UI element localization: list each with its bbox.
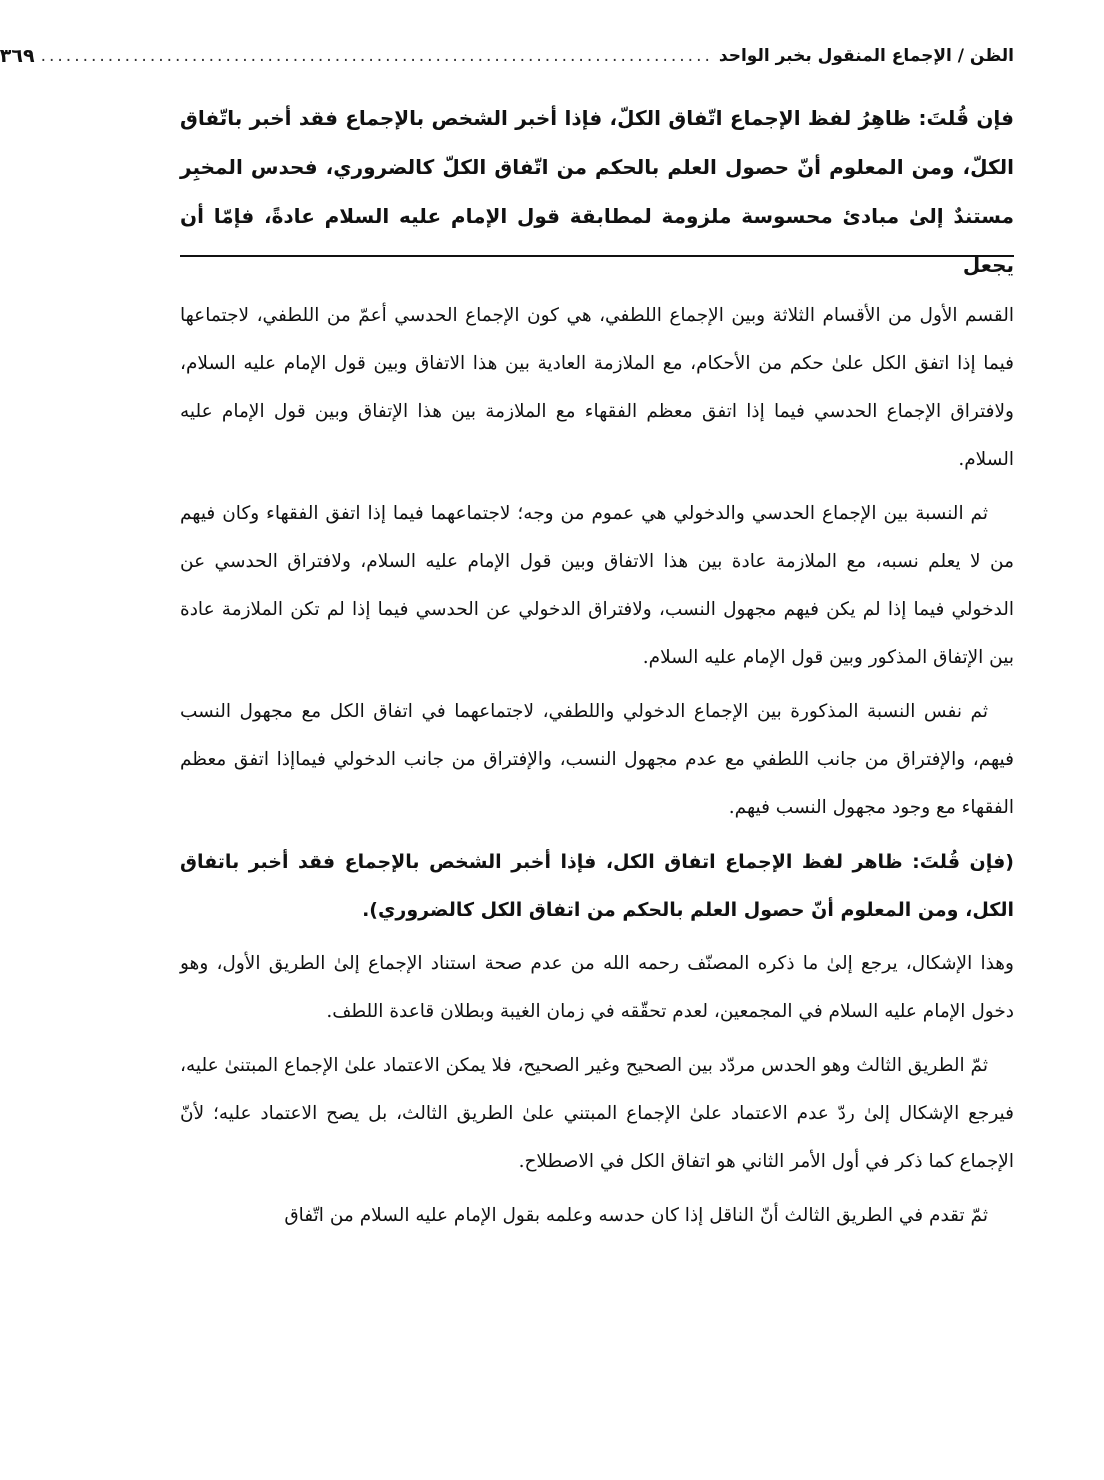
commentary-paragraph-4: وهذا الإشكال، يرجع إلىٰ ما ذكره المصنّف رحمه الله من عدم صحة استناد الإجماع إلىٰ الطريق الأول، وهو دخول الإمام عليه السلام في المجمعين، لعدم تحقّقه في زمان الغيبة وبطلان قاعدة اللطف. bbox=[180, 953, 1014, 1022]
main-text-block: فإن قُلتَ: ظاهِرُ لفظ الإجماع اتّفاق الكلّ، فإذا أخبر الشخص بالإجماع فقد أخبر باتّفاق الكلّ، ومن المعلوم أنّ حصول العلم بالحكم من اتّفاق الكلّ كالضروري، فحدس المخبِر مستندٌ إلىٰ مبادئ محسوسة ملزومة لمطابقة قول الإمام عليه السلام عادةً، فإمّا أن يجعل bbox=[180, 106, 1014, 277]
commentary-block bbox=[180, 292, 1014, 1246]
commentary-paragraph-6: ثمّ تقدم في الطريق الثالث أنّ الناقل إذا كان حدسه وعلمه بقول الإمام عليه السلام من اتّفاق bbox=[284, 1205, 988, 1226]
commentary-paragraph-5: ثمّ الطريق الثالث وهو الحدس مردّد بين الصحيح وغير الصحيح، فلا يمكن الاعتماد علىٰ الإجماع المبتنىٰ عليه، فيرجع الإشكال إلىٰ ردّ عدم الاعتماد علىٰ الإجماع المبتني علىٰ الطريق الثالث، بل يصح الاعتماد عليه؛ لأنّ الإجماع كما ذكر في أول الأمر الثاني هو اتفاق الكل في الاصطلاح. bbox=[180, 1055, 1014, 1172]
commentary-paragraph-1: القسم الأول من الأقسام الثلاثة وبين الإجماع اللطفي، هي كون الإجماع الحدسي أعمّ من اللطفي، لاجتماعها فيما إذا اتفق الكل علىٰ حكم من الأحكام، مع الملازمة العادية بين هذا الاتفاق وبين قول الإمام عليه السلام، ولافتراق الإجماع الحدسي فيما إذا اتفق معظم الفقهاء مع الملازمة بين هذا الإتفاق وبين قول الإمام عليه السلام. bbox=[180, 305, 1014, 470]
page-number: ٣٦٩ bbox=[0, 45, 35, 67]
running-header bbox=[0, 36, 1014, 76]
commentary-paragraph-2: ثم النسبة بين الإجماع الحدسي والدخولي هي عموم من وجه؛ لاجتماعهما فيما إذا اتفق الفقهاء وكان فيهم من لا يعلم نسبه، مع الملازمة عادة بين هذا الاتفاق وبين قول الإمام عليه السلام، ولافتراق الحدسي عن الدخولي فيما إذا لم يكن فيهم مجهول النسب، ولافتراق الدخولي عن الحدسي فيما إذا لم تكن الملازمة عادة بين الإتفاق المذكور وبين قول الإمام عليه السلام. bbox=[180, 503, 1014, 668]
separator-line bbox=[180, 255, 1014, 257]
running-header-title: الظن / الإجماع المنقول بخبر الواحد bbox=[718, 46, 1014, 66]
quoted-main-text: (فإن قُلتَ: ظاهر لفظ الإجماع اتفاق الكل، فإذا أخبر الشخص بالإجماع فقد أخبر باتفاق الكل، ومن المعلوم أنّ حصول العلم بالحكم من اتفاق الكل كالضروري). bbox=[180, 851, 1014, 921]
commentary-paragraph-3: ثم نفس النسبة المذكورة بين الإجماع الدخولي واللطفي، لاجتماعهما في اتفاق الكل مع مجهول النسب فيهم، والإفتراق من جانب اللطفي مع عدم مجهول النسب، والإفتراق من جانب الدخولي فيماإذا اتفق معظم الفقهاء مع وجود مجهول النسب فيهم. bbox=[180, 701, 1014, 818]
leader-dots: ................................................................................ bbox=[40, 46, 713, 66]
